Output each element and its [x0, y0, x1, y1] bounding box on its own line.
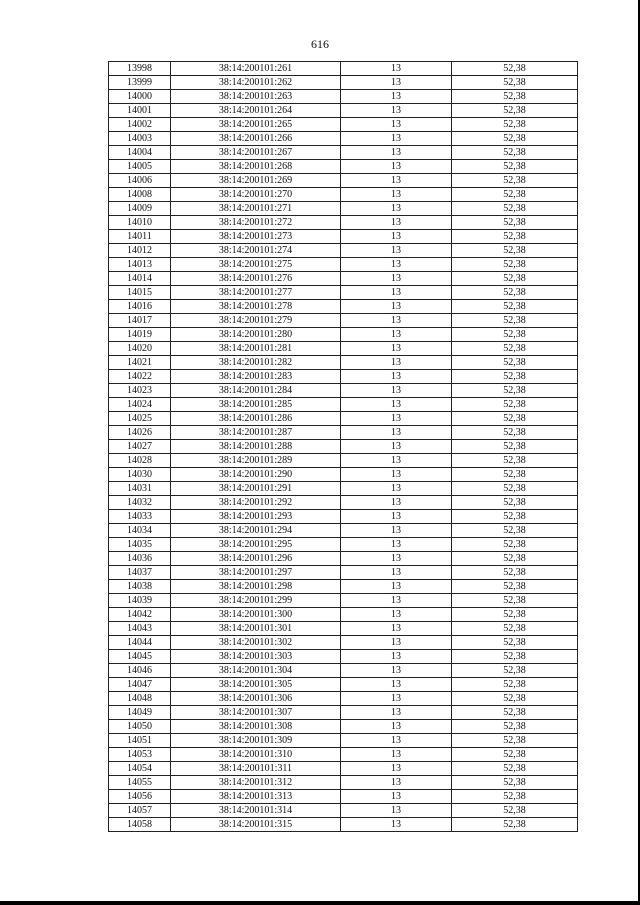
cadastral-number-cell: 38:14:200101:267 — [171, 146, 341, 160]
count-cell: 13 — [341, 776, 452, 790]
cadastral-number-cell: 38:14:200101:293 — [171, 510, 341, 524]
cadastral-number-cell: 38:14:200101:306 — [171, 692, 341, 706]
table-row — [109, 678, 578, 692]
count-cell: 13 — [341, 258, 452, 272]
row-number-cell: 14019 — [109, 328, 171, 342]
table-row — [109, 146, 578, 160]
table-row — [109, 202, 578, 216]
table-row — [109, 650, 578, 664]
count-cell: 13 — [341, 524, 452, 538]
count-cell: 13 — [341, 342, 452, 356]
area-cell: 52,38 — [452, 370, 578, 384]
cadastral-number-cell: 38:14:200101:265 — [171, 118, 341, 132]
cadastral-number-cell: 38:14:200101:303 — [171, 650, 341, 664]
row-number-cell: 14035 — [109, 538, 171, 552]
table-row — [109, 342, 578, 356]
table-row — [109, 440, 578, 454]
table-row — [109, 384, 578, 398]
table-row — [109, 258, 578, 272]
count-cell: 13 — [341, 188, 452, 202]
area-cell: 52,38 — [452, 692, 578, 706]
area-cell: 52,38 — [452, 622, 578, 636]
cadastral-number-cell: 38:14:200101:298 — [171, 580, 341, 594]
row-number-cell: 14054 — [109, 762, 171, 776]
cadastral-number-cell: 38:14:200101:289 — [171, 454, 341, 468]
row-number-cell: 14044 — [109, 636, 171, 650]
row-number-cell: 14039 — [109, 594, 171, 608]
cadastral-number-cell: 38:14:200101:263 — [171, 90, 341, 104]
row-number-cell: 13999 — [109, 76, 171, 90]
row-number-cell: 14024 — [109, 398, 171, 412]
count-cell: 13 — [341, 818, 452, 832]
row-number-cell: 14011 — [109, 230, 171, 244]
row-number-cell: 14031 — [109, 482, 171, 496]
cadastral-number-cell: 38:14:200101:275 — [171, 258, 341, 272]
row-number-cell: 14008 — [109, 188, 171, 202]
count-cell: 13 — [341, 426, 452, 440]
area-cell: 52,38 — [452, 300, 578, 314]
count-cell: 13 — [341, 356, 452, 370]
count-cell: 13 — [341, 706, 452, 720]
cadastral-number-cell: 38:14:200101:307 — [171, 706, 341, 720]
table-row — [109, 132, 578, 146]
row-number-cell: 14003 — [109, 132, 171, 146]
cadastral-number-cell: 38:14:200101:278 — [171, 300, 341, 314]
data-table — [108, 61, 578, 832]
row-number-cell: 14025 — [109, 412, 171, 426]
area-cell: 52,38 — [452, 706, 578, 720]
table-row — [109, 300, 578, 314]
table-row — [109, 468, 578, 482]
count-cell: 13 — [341, 468, 452, 482]
count-cell: 13 — [341, 146, 452, 160]
area-cell: 52,38 — [452, 496, 578, 510]
cadastral-number-cell: 38:14:200101:285 — [171, 398, 341, 412]
area-cell: 52,38 — [452, 594, 578, 608]
area-cell: 52,38 — [452, 118, 578, 132]
cadastral-number-cell: 38:14:200101:281 — [171, 342, 341, 356]
cadastral-number-cell: 38:14:200101:295 — [171, 538, 341, 552]
table-row — [109, 454, 578, 468]
count-cell: 13 — [341, 160, 452, 174]
cadastral-number-cell: 38:14:200101:314 — [171, 804, 341, 818]
area-cell: 52,38 — [452, 790, 578, 804]
table-row — [109, 734, 578, 748]
area-cell: 52,38 — [452, 188, 578, 202]
count-cell: 13 — [341, 636, 452, 650]
table-row — [109, 636, 578, 650]
table-row — [109, 76, 578, 90]
area-cell: 52,38 — [452, 426, 578, 440]
count-cell: 13 — [341, 118, 452, 132]
cadastral-number-cell: 38:14:200101:296 — [171, 552, 341, 566]
count-cell: 13 — [341, 566, 452, 580]
cadastral-number-cell: 38:14:200101:271 — [171, 202, 341, 216]
cadastral-number-cell: 38:14:200101:270 — [171, 188, 341, 202]
count-cell: 13 — [341, 720, 452, 734]
row-number-cell: 14048 — [109, 692, 171, 706]
row-number-cell: 14010 — [109, 216, 171, 230]
table-row — [109, 370, 578, 384]
cadastral-number-cell: 38:14:200101:302 — [171, 636, 341, 650]
count-cell: 13 — [341, 132, 452, 146]
count-cell: 13 — [341, 664, 452, 678]
area-cell: 52,38 — [452, 720, 578, 734]
count-cell: 13 — [341, 286, 452, 300]
area-cell: 52,38 — [452, 202, 578, 216]
cadastral-number-cell: 38:14:200101:273 — [171, 230, 341, 244]
table-row — [109, 510, 578, 524]
table-row — [109, 538, 578, 552]
area-cell: 52,38 — [452, 356, 578, 370]
table-row — [109, 804, 578, 818]
row-number-cell: 14051 — [109, 734, 171, 748]
table-row — [109, 230, 578, 244]
cadastral-number-cell: 38:14:200101:282 — [171, 356, 341, 370]
count-cell: 13 — [341, 244, 452, 258]
cadastral-number-cell: 38:14:200101:304 — [171, 664, 341, 678]
table-row — [109, 748, 578, 762]
area-cell: 52,38 — [452, 398, 578, 412]
cadastral-number-cell: 38:14:200101:274 — [171, 244, 341, 258]
count-cell: 13 — [341, 608, 452, 622]
count-cell: 13 — [341, 440, 452, 454]
count-cell: 13 — [341, 384, 452, 398]
row-number-cell: 14020 — [109, 342, 171, 356]
count-cell: 13 — [341, 90, 452, 104]
area-cell: 52,38 — [452, 678, 578, 692]
area-cell: 52,38 — [452, 510, 578, 524]
cadastral-number-cell: 38:14:200101:283 — [171, 370, 341, 384]
count-cell: 13 — [341, 762, 452, 776]
table-row — [109, 608, 578, 622]
count-cell: 13 — [341, 76, 452, 90]
count-cell: 13 — [341, 454, 452, 468]
area-cell: 52,38 — [452, 62, 578, 76]
cadastral-number-cell: 38:14:200101:269 — [171, 174, 341, 188]
count-cell: 13 — [341, 398, 452, 412]
area-cell: 52,38 — [452, 734, 578, 748]
table-row — [109, 720, 578, 734]
area-cell: 52,38 — [452, 552, 578, 566]
cadastral-number-cell: 38:14:200101:264 — [171, 104, 341, 118]
table-row — [109, 706, 578, 720]
row-number-cell: 14006 — [109, 174, 171, 188]
cadastral-number-cell: 38:14:200101:272 — [171, 216, 341, 230]
row-number-cell: 14036 — [109, 552, 171, 566]
cadastral-number-cell: 38:14:200101:312 — [171, 776, 341, 790]
count-cell: 13 — [341, 62, 452, 76]
area-cell: 52,38 — [452, 762, 578, 776]
count-cell: 13 — [341, 804, 452, 818]
page-number: 616 — [311, 37, 329, 51]
count-cell: 13 — [341, 314, 452, 328]
cadastral-number-cell: 38:14:200101:288 — [171, 440, 341, 454]
cadastral-number-cell: 38:14:200101:292 — [171, 496, 341, 510]
area-cell: 52,38 — [452, 328, 578, 342]
count-cell: 13 — [341, 538, 452, 552]
table-row — [109, 398, 578, 412]
area-cell: 52,38 — [452, 440, 578, 454]
cadastral-number-cell: 38:14:200101:313 — [171, 790, 341, 804]
cadastral-number-cell: 38:14:200101:290 — [171, 468, 341, 482]
table-row — [109, 790, 578, 804]
scan-edge-bottom — [0, 901, 640, 905]
count-cell: 13 — [341, 174, 452, 188]
area-cell: 52,38 — [452, 636, 578, 650]
area-cell: 52,38 — [452, 258, 578, 272]
area-cell: 52,38 — [452, 412, 578, 426]
count-cell: 13 — [341, 202, 452, 216]
count-cell: 13 — [341, 580, 452, 594]
table-row — [109, 328, 578, 342]
count-cell: 13 — [341, 370, 452, 384]
row-number-cell: 14038 — [109, 580, 171, 594]
row-number-cell: 14042 — [109, 608, 171, 622]
area-cell: 52,38 — [452, 104, 578, 118]
table-row — [109, 314, 578, 328]
area-cell: 52,38 — [452, 160, 578, 174]
cadastral-number-cell: 38:14:200101:280 — [171, 328, 341, 342]
area-cell: 52,38 — [452, 454, 578, 468]
row-number-cell: 14056 — [109, 790, 171, 804]
table-row — [109, 552, 578, 566]
table-row — [109, 818, 578, 832]
table-row — [109, 216, 578, 230]
area-cell: 52,38 — [452, 748, 578, 762]
area-cell: 52,38 — [452, 776, 578, 790]
row-number-cell: 14047 — [109, 678, 171, 692]
row-number-cell: 14021 — [109, 356, 171, 370]
cadastral-number-cell: 38:14:200101:308 — [171, 720, 341, 734]
area-cell: 52,38 — [452, 132, 578, 146]
count-cell: 13 — [341, 510, 452, 524]
count-cell: 13 — [341, 552, 452, 566]
cadastral-number-cell: 38:14:200101:310 — [171, 748, 341, 762]
table-row — [109, 272, 578, 286]
cadastral-number-cell: 38:14:200101:315 — [171, 818, 341, 832]
count-cell: 13 — [341, 328, 452, 342]
row-number-cell: 14030 — [109, 468, 171, 482]
row-number-cell: 14013 — [109, 258, 171, 272]
row-number-cell: 14017 — [109, 314, 171, 328]
row-number-cell: 14043 — [109, 622, 171, 636]
row-number-cell: 14009 — [109, 202, 171, 216]
row-number-cell: 14016 — [109, 300, 171, 314]
row-number-cell: 14026 — [109, 426, 171, 440]
area-cell: 52,38 — [452, 174, 578, 188]
table-row — [109, 90, 578, 104]
area-cell: 52,38 — [452, 342, 578, 356]
cadastral-number-cell: 38:14:200101:262 — [171, 76, 341, 90]
area-cell: 52,38 — [452, 272, 578, 286]
cadastral-number-cell: 38:14:200101:305 — [171, 678, 341, 692]
area-cell: 52,38 — [452, 608, 578, 622]
area-cell: 52,38 — [452, 216, 578, 230]
count-cell: 13 — [341, 412, 452, 426]
count-cell: 13 — [341, 230, 452, 244]
table-row — [109, 286, 578, 300]
area-cell: 52,38 — [452, 286, 578, 300]
cadastral-number-cell: 38:14:200101:284 — [171, 384, 341, 398]
cadastral-number-cell: 38:14:200101:294 — [171, 524, 341, 538]
table-row — [109, 594, 578, 608]
area-cell: 52,38 — [452, 244, 578, 258]
table-row — [109, 482, 578, 496]
cadastral-number-cell: 38:14:200101:279 — [171, 314, 341, 328]
table-body — [109, 62, 578, 832]
count-cell: 13 — [341, 678, 452, 692]
table-row — [109, 244, 578, 258]
row-number-cell: 14046 — [109, 664, 171, 678]
row-number-cell: 14045 — [109, 650, 171, 664]
table-row — [109, 496, 578, 510]
cadastral-number-cell: 38:14:200101:261 — [171, 62, 341, 76]
cadastral-number-cell: 38:14:200101:266 — [171, 132, 341, 146]
count-cell: 13 — [341, 300, 452, 314]
row-number-cell: 14014 — [109, 272, 171, 286]
count-cell: 13 — [341, 622, 452, 636]
cadastral-number-cell: 38:14:200101:276 — [171, 272, 341, 286]
table-row — [109, 356, 578, 370]
row-number-cell: 14057 — [109, 804, 171, 818]
area-cell: 52,38 — [452, 580, 578, 594]
area-cell: 52,38 — [452, 538, 578, 552]
area-cell: 52,38 — [452, 482, 578, 496]
cadastral-number-cell: 38:14:200101:311 — [171, 762, 341, 776]
area-cell: 52,38 — [452, 230, 578, 244]
table-row — [109, 776, 578, 790]
count-cell: 13 — [341, 692, 452, 706]
count-cell: 13 — [341, 790, 452, 804]
count-cell: 13 — [341, 216, 452, 230]
cadastral-number-cell: 38:14:200101:291 — [171, 482, 341, 496]
table-row — [109, 580, 578, 594]
count-cell: 13 — [341, 496, 452, 510]
cadastral-number-cell: 38:14:200101:309 — [171, 734, 341, 748]
count-cell: 13 — [341, 734, 452, 748]
row-number-cell: 14002 — [109, 118, 171, 132]
table-row — [109, 566, 578, 580]
row-number-cell: 14032 — [109, 496, 171, 510]
row-number-cell: 14023 — [109, 384, 171, 398]
table-row — [109, 664, 578, 678]
cadastral-number-cell: 38:14:200101:299 — [171, 594, 341, 608]
cadastral-number-cell: 38:14:200101:301 — [171, 622, 341, 636]
area-cell: 52,38 — [452, 384, 578, 398]
row-number-cell: 13998 — [109, 62, 171, 76]
area-cell: 52,38 — [452, 650, 578, 664]
area-cell: 52,38 — [452, 804, 578, 818]
row-number-cell: 14049 — [109, 706, 171, 720]
row-number-cell: 14001 — [109, 104, 171, 118]
row-number-cell: 14000 — [109, 90, 171, 104]
row-number-cell: 14015 — [109, 286, 171, 300]
row-number-cell: 14037 — [109, 566, 171, 580]
table-row — [109, 426, 578, 440]
area-cell: 52,38 — [452, 76, 578, 90]
row-number-cell: 14005 — [109, 160, 171, 174]
table-row — [109, 62, 578, 76]
row-number-cell: 14033 — [109, 510, 171, 524]
table-row — [109, 622, 578, 636]
area-cell: 52,38 — [452, 524, 578, 538]
row-number-cell: 14034 — [109, 524, 171, 538]
table-row — [109, 118, 578, 132]
cadastral-number-cell: 38:14:200101:268 — [171, 160, 341, 174]
table-row — [109, 188, 578, 202]
area-cell: 52,38 — [452, 146, 578, 160]
table-row — [109, 524, 578, 538]
count-cell: 13 — [341, 594, 452, 608]
table-row — [109, 692, 578, 706]
cadastral-number-cell: 38:14:200101:277 — [171, 286, 341, 300]
cadastral-number-cell: 38:14:200101:286 — [171, 412, 341, 426]
count-cell: 13 — [341, 272, 452, 286]
area-cell: 52,38 — [452, 566, 578, 580]
row-number-cell: 14028 — [109, 454, 171, 468]
row-number-cell: 14027 — [109, 440, 171, 454]
area-cell: 52,38 — [452, 468, 578, 482]
row-number-cell: 14053 — [109, 748, 171, 762]
count-cell: 13 — [341, 650, 452, 664]
table-row — [109, 174, 578, 188]
cadastral-number-cell: 38:14:200101:300 — [171, 608, 341, 622]
row-number-cell: 14004 — [109, 146, 171, 160]
area-cell: 52,38 — [452, 90, 578, 104]
row-number-cell: 14055 — [109, 776, 171, 790]
count-cell: 13 — [341, 104, 452, 118]
count-cell: 13 — [341, 748, 452, 762]
table-row — [109, 160, 578, 174]
cadastral-number-cell: 38:14:200101:287 — [171, 426, 341, 440]
table-row — [109, 104, 578, 118]
row-number-cell: 14022 — [109, 370, 171, 384]
count-cell: 13 — [341, 482, 452, 496]
row-number-cell: 14012 — [109, 244, 171, 258]
area-cell: 52,38 — [452, 818, 578, 832]
area-cell: 52,38 — [452, 314, 578, 328]
cadastral-number-cell: 38:14:200101:297 — [171, 566, 341, 580]
row-number-cell: 14058 — [109, 818, 171, 832]
row-number-cell: 14050 — [109, 720, 171, 734]
table-row — [109, 412, 578, 426]
table-row — [109, 762, 578, 776]
area-cell: 52,38 — [452, 664, 578, 678]
